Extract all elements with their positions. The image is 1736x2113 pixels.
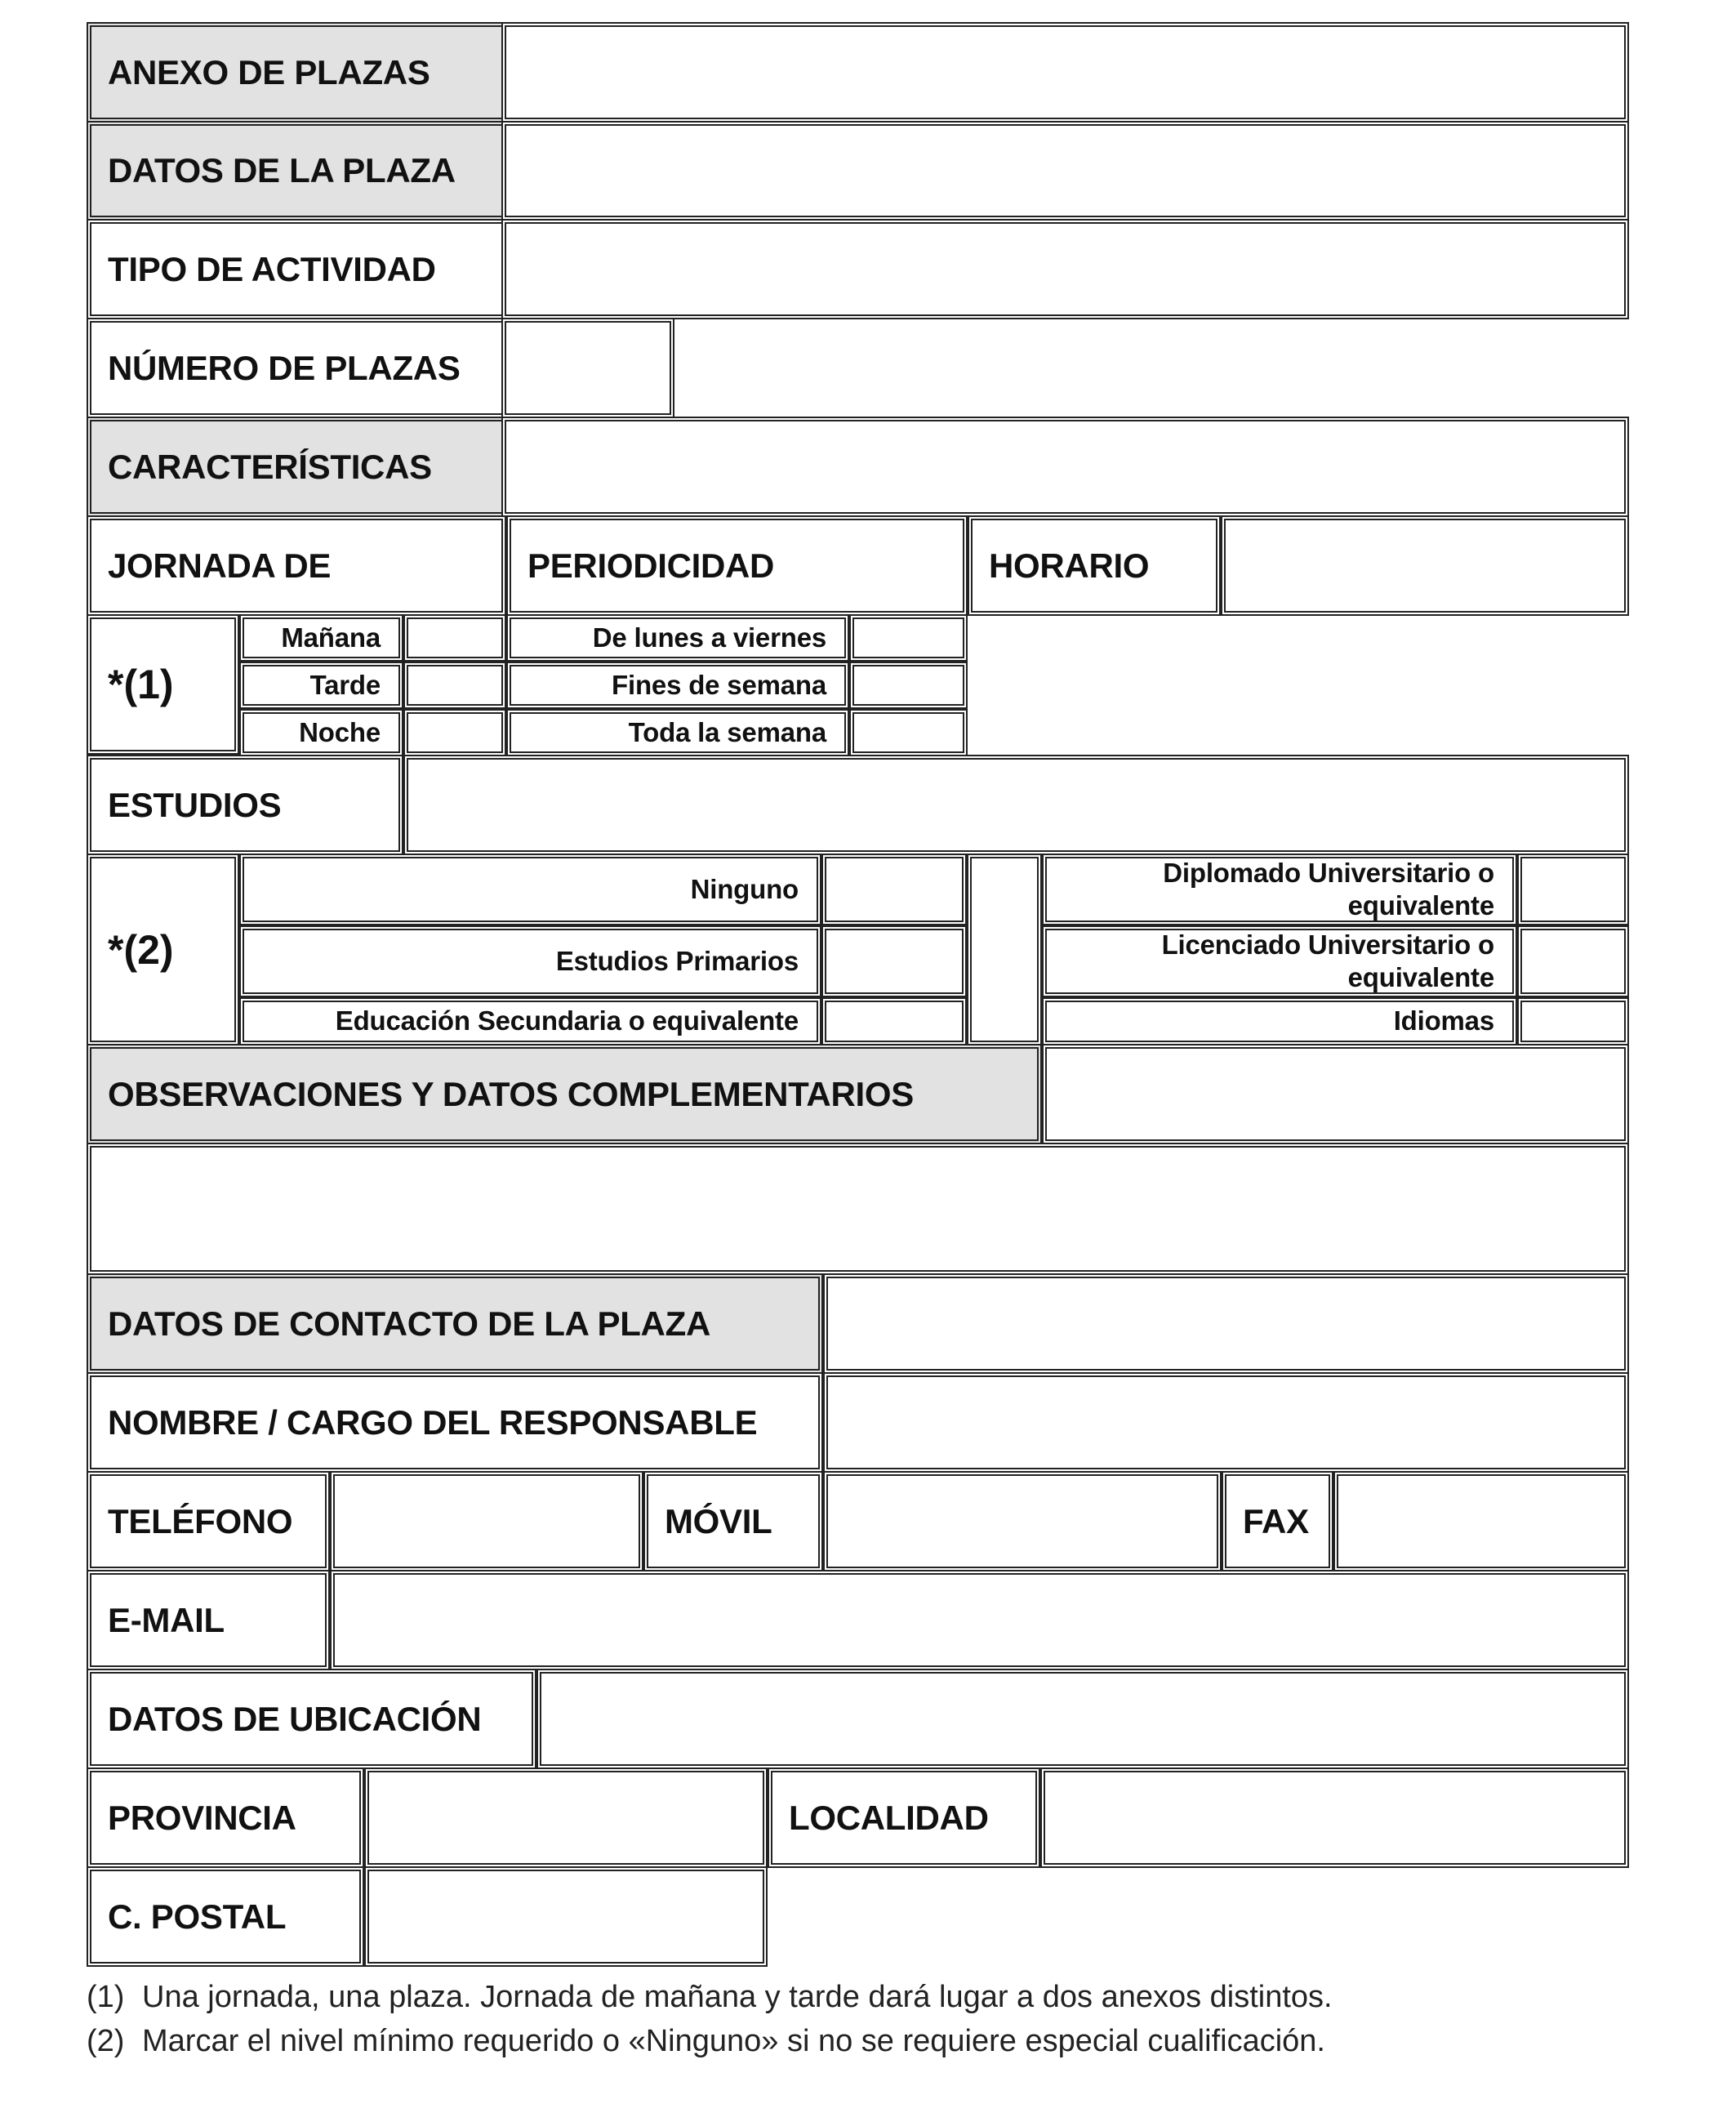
horario-label xyxy=(968,515,1221,616)
localidad-label-text: LOCALIDAD xyxy=(789,1798,989,1837)
horario-label-text: HORARIO xyxy=(989,546,1150,585)
estudios-field xyxy=(403,755,1629,855)
telefono-field[interactable] xyxy=(330,1471,643,1571)
estudios-separator-column xyxy=(967,854,1042,1045)
telefono-label-text: TELÉFONO xyxy=(108,1501,293,1540)
footnote-1-number: (1) xyxy=(87,1980,125,2014)
responsable-label-text: NOMBRE / CARGO DEL RESPONSABLE xyxy=(108,1402,758,1442)
codigo-postal-field[interactable] xyxy=(364,1866,768,1967)
tipo-de-actividad-field[interactable] xyxy=(501,219,1629,319)
jornada-manana-label-text: Mañana xyxy=(281,622,381,653)
datos-de-la-plaza-field xyxy=(501,121,1629,221)
datos-de-la-plaza-label-text: DATOS DE LA PLAZA xyxy=(108,151,456,189)
localidad-field[interactable] xyxy=(1040,1768,1629,1868)
periodicidad-fines-semana-checkbox[interactable] xyxy=(849,662,968,709)
jornada-tarde-label xyxy=(239,662,403,709)
jornada-tarde-checkbox[interactable] xyxy=(403,662,506,709)
tipo-de-actividad-label-text: TIPO DE ACTIVIDAD xyxy=(108,249,436,288)
jornada-de-label xyxy=(87,515,506,616)
datos-contacto-field xyxy=(823,1273,1629,1374)
footnote-1-text: Una jornada, una plaza. Jornada de mañana y tarde dará lugar a dos anexos distintos. xyxy=(142,1980,1333,2014)
movil-label-text: MÓVIL xyxy=(665,1501,772,1540)
caracteristicas-label-text: CARACTERÍSTICAS xyxy=(108,447,432,486)
codigo-postal-label xyxy=(87,1866,364,1967)
estudios-licenciado-label-text: Licenciado Universitario o equivalente xyxy=(1161,929,1494,992)
numero-de-plazas-label-text: NÚMERO DE PLAZAS xyxy=(108,348,461,387)
movil-field[interactable] xyxy=(823,1471,1222,1571)
periodicidad-lunes-viernes-label xyxy=(506,614,849,662)
email-label-text: E-MAIL xyxy=(108,1600,225,1639)
numero-de-plazas-field[interactable] xyxy=(501,318,674,418)
fax-field[interactable] xyxy=(1333,1471,1629,1571)
localidad-label xyxy=(768,1768,1040,1868)
provincia-label xyxy=(87,1768,364,1868)
estudios-label-text: ESTUDIOS xyxy=(108,785,282,824)
email-label xyxy=(87,1570,330,1670)
footnote-2 xyxy=(87,2024,1325,2059)
footnote-1 xyxy=(87,1980,1333,2015)
observaciones-label-text: OBSERVACIONES Y DATOS COMPLEMENTARIOS xyxy=(108,1074,914,1113)
estudios-idiomas-label-text: Idiomas xyxy=(1393,1005,1494,1036)
periodicidad-lunes-viernes-checkbox[interactable] xyxy=(849,614,968,662)
movil-label xyxy=(643,1471,823,1571)
periodicidad-lunes-viernes-label-text: De lunes a viernes xyxy=(592,622,826,653)
anexo-de-plazas-label-text: ANEXO DE PLAZAS xyxy=(108,52,430,91)
estudios-label xyxy=(87,755,403,855)
estudios-footnote-marker-text: *(2) xyxy=(108,926,174,973)
jornada-noche-label-text: Noche xyxy=(299,716,381,747)
observaciones-header-field xyxy=(1042,1044,1629,1144)
jornada-de-label-text: JORNADA DE xyxy=(108,546,332,585)
estudios-diplomado-checkbox[interactable] xyxy=(1517,854,1629,925)
fax-label xyxy=(1222,1471,1333,1571)
periodicidad-toda-semana-label-text: Toda la semana xyxy=(628,716,826,747)
estudios-diplomado-label xyxy=(1042,854,1517,925)
estudios-secundaria-label xyxy=(239,997,821,1045)
datos-contacto-label xyxy=(87,1273,823,1374)
tipo-de-actividad-label xyxy=(87,219,506,319)
estudios-licenciado-checkbox[interactable] xyxy=(1517,925,1629,997)
estudios-ninguno-label xyxy=(239,854,821,925)
jornada-noche-checkbox[interactable] xyxy=(403,709,506,756)
estudios-primarios-label-text: Estudios Primarios xyxy=(555,945,799,976)
footnote-2-number: (2) xyxy=(87,2024,125,2058)
provincia-field[interactable] xyxy=(364,1768,768,1868)
responsable-field[interactable] xyxy=(823,1372,1629,1473)
footnote-2-text: Marcar el nivel mínimo requerido o «Ninguno» si no se requiere especial cualificación. xyxy=(142,2024,1325,2058)
codigo-postal-label-text: C. POSTAL xyxy=(108,1897,287,1936)
estudios-ninguno-checkbox[interactable] xyxy=(821,854,967,925)
jornada-footnote-marker-text: *(1) xyxy=(108,662,174,707)
jornada-manana-checkbox[interactable] xyxy=(403,614,506,662)
estudios-secundaria-label-text: Educación Secundaria o equivalente xyxy=(335,1005,799,1036)
estudios-idiomas-label xyxy=(1042,997,1517,1045)
estudios-idiomas-checkbox[interactable] xyxy=(1517,997,1629,1045)
telefono-label xyxy=(87,1471,330,1571)
periodicidad-fines-semana-label-text: Fines de semana xyxy=(612,669,826,700)
estudios-licenciado-label xyxy=(1042,925,1517,997)
datos-contacto-label-text: DATOS DE CONTACTO DE LA PLAZA xyxy=(108,1304,710,1343)
datos-ubicacion-label xyxy=(87,1669,536,1769)
periodicidad-label xyxy=(506,515,968,616)
observaciones-label xyxy=(87,1044,1042,1144)
jornada-tarde-label-text: Tarde xyxy=(309,669,381,700)
email-field[interactable] xyxy=(330,1570,1629,1670)
periodicidad-toda-semana-label xyxy=(506,709,849,756)
estudios-footnote-marker xyxy=(87,854,239,1045)
anexo-de-plazas-label xyxy=(87,22,506,123)
datos-ubicacion-label-text: DATOS DE UBICACIÓN xyxy=(108,1699,482,1738)
caracteristicas-label xyxy=(87,417,506,517)
horario-field[interactable] xyxy=(1221,515,1629,616)
observaciones-textarea[interactable] xyxy=(87,1143,1629,1275)
periodicidad-label-text: PERIODICIDAD xyxy=(527,546,775,585)
responsable-label xyxy=(87,1372,823,1473)
estudios-ninguno-label-text: Ninguno xyxy=(690,873,799,904)
jornada-noche-label xyxy=(239,709,403,756)
estudios-secundaria-checkbox[interactable] xyxy=(821,997,967,1045)
fax-label-text: FAX xyxy=(1243,1501,1309,1540)
caracteristicas-field xyxy=(501,417,1629,517)
estudios-diplomado-label-text: Diplomado Universitario o equivalente xyxy=(1163,857,1494,921)
anexo-de-plazas-field[interactable] xyxy=(501,22,1629,123)
jornada-manana-label xyxy=(239,614,403,662)
estudios-primarios-label xyxy=(239,925,821,997)
periodicidad-fines-semana-label xyxy=(506,662,849,709)
estudios-primarios-checkbox[interactable] xyxy=(821,925,967,997)
jornada-footnote-marker xyxy=(87,614,239,755)
datos-de-la-plaza-label xyxy=(87,121,506,221)
datos-ubicacion-field[interactable] xyxy=(536,1669,1629,1769)
provincia-label-text: PROVINCIA xyxy=(108,1798,296,1837)
periodicidad-toda-semana-checkbox[interactable] xyxy=(849,709,968,756)
numero-de-plazas-label xyxy=(87,318,506,418)
